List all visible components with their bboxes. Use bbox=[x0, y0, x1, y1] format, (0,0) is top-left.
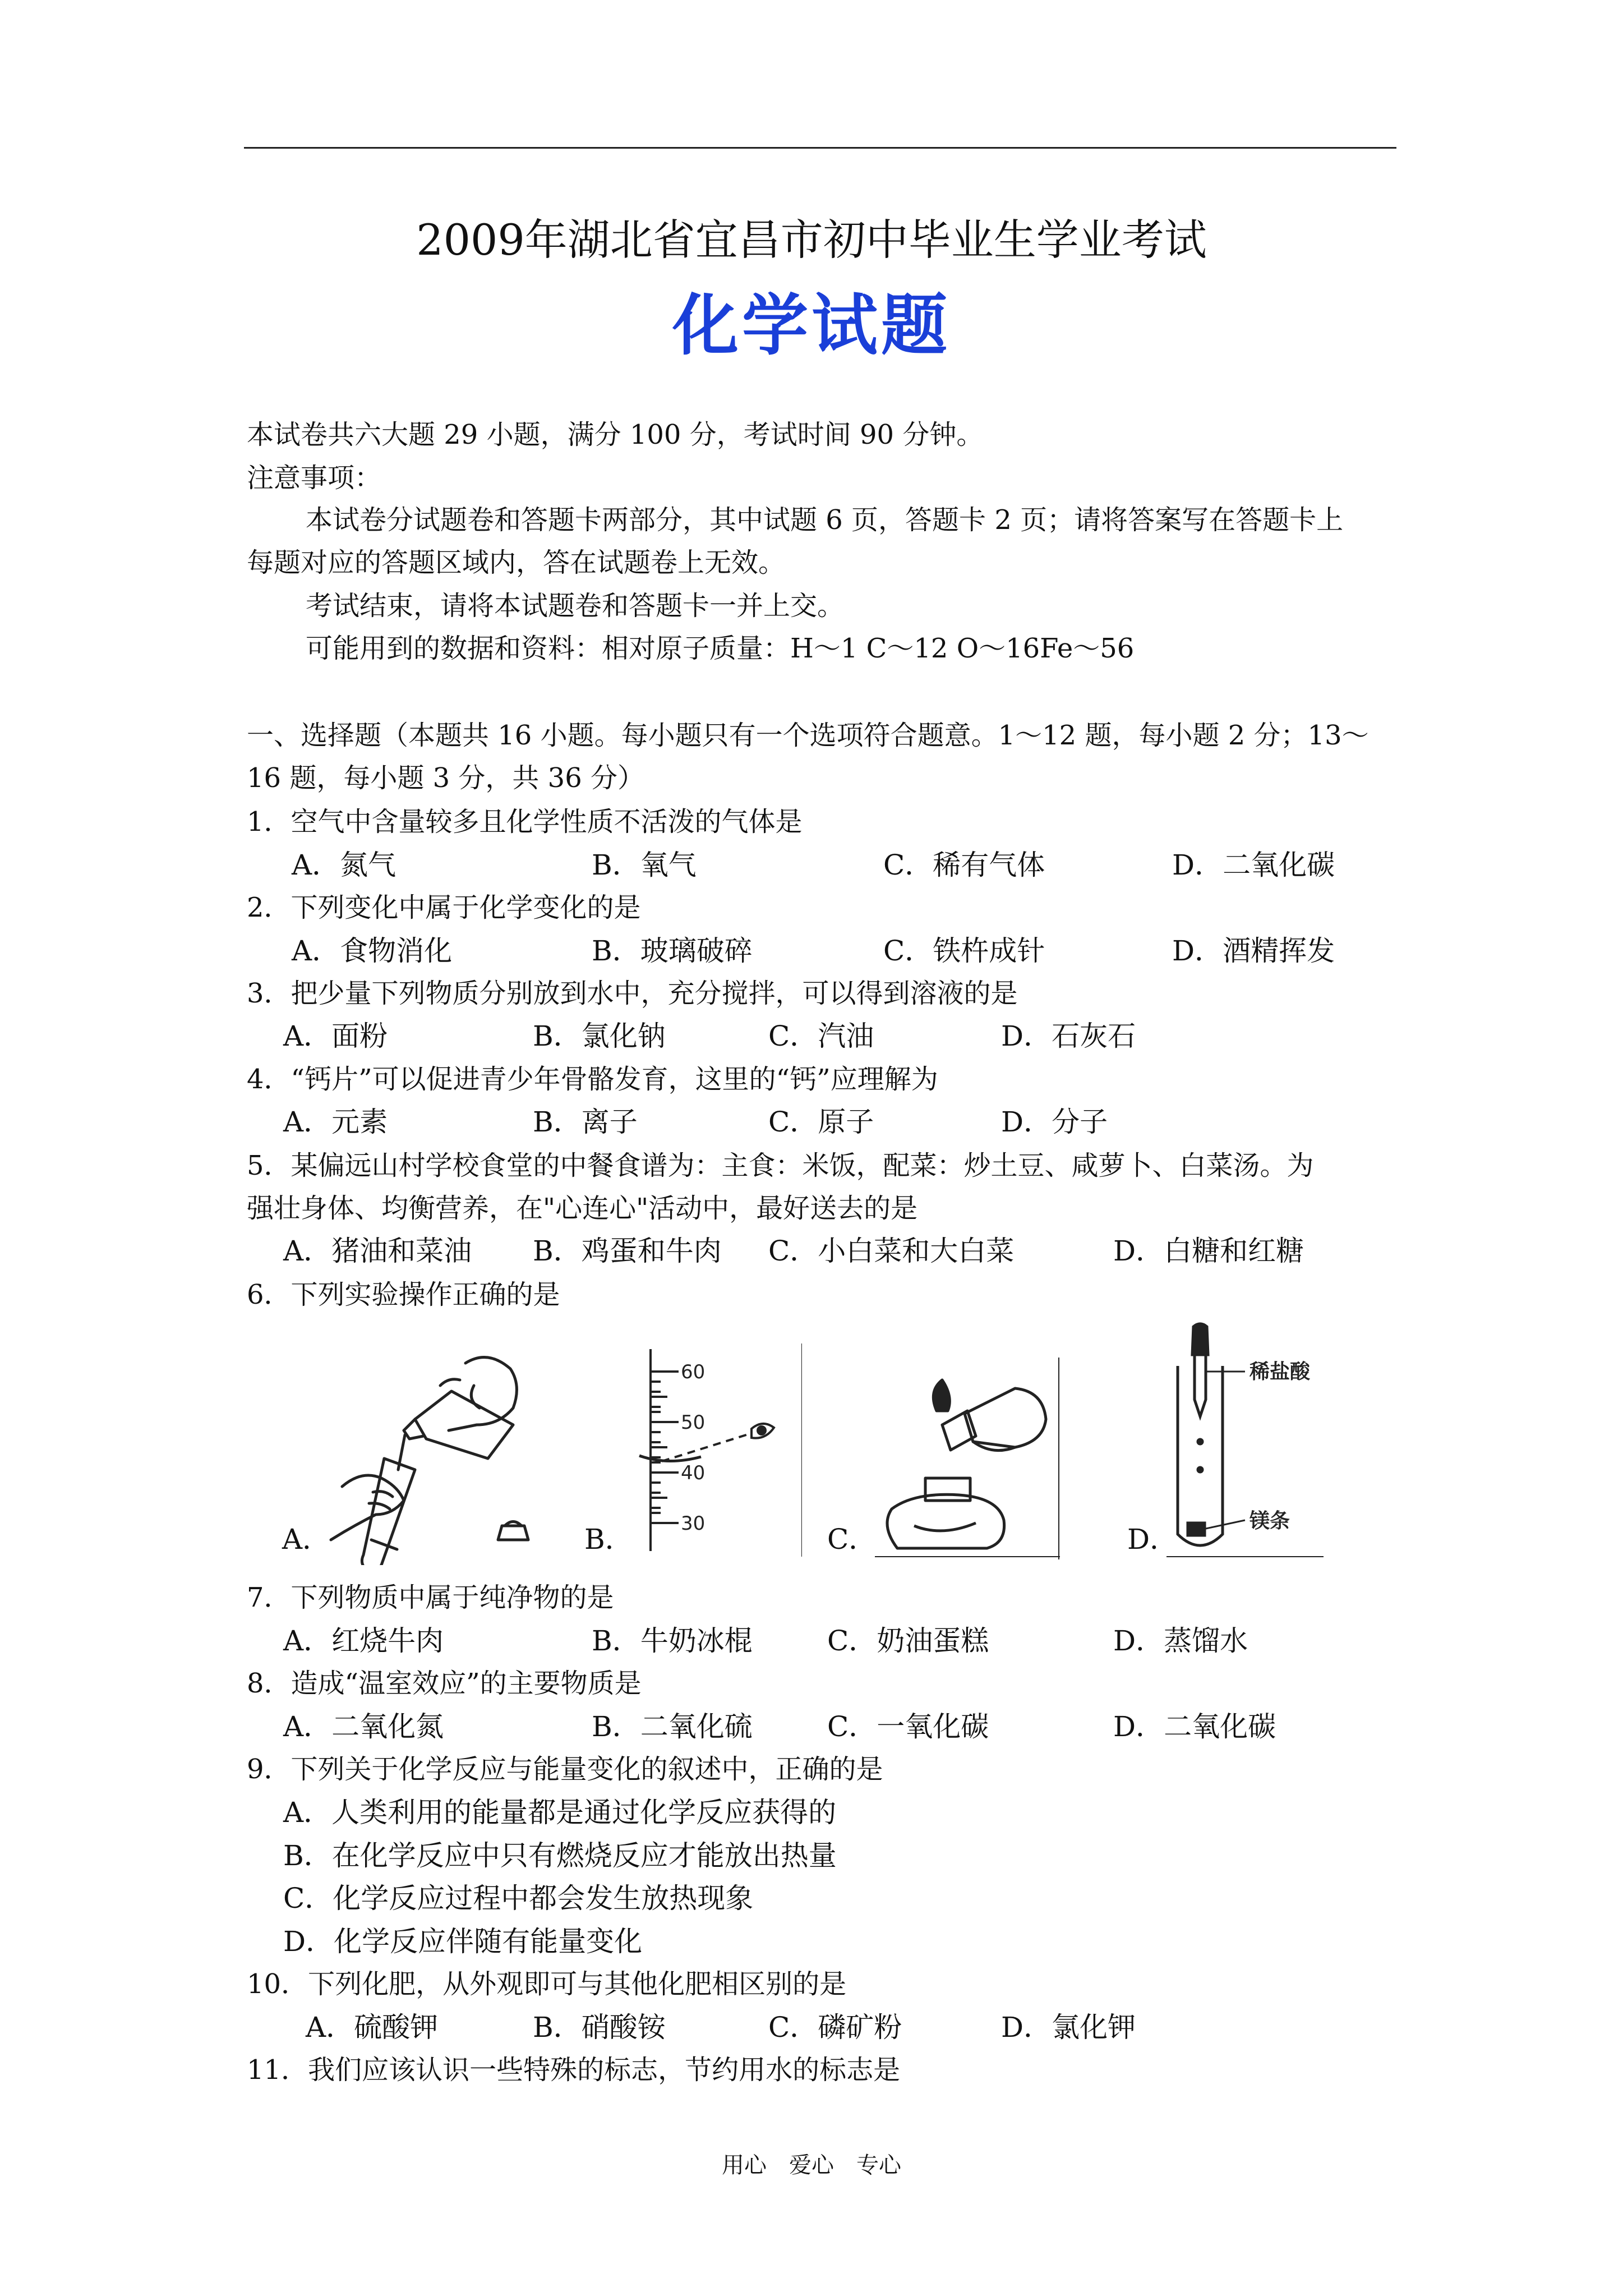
option: D．化学反应伴随有能量变化 bbox=[283, 1925, 643, 1958]
option: D．分子 bbox=[1001, 1106, 1108, 1138]
header-rule bbox=[244, 147, 1396, 149]
figure-label: B． bbox=[584, 1523, 633, 1556]
question-stem: 8．造成“温室效应”的主要物质是 bbox=[247, 1668, 642, 1699]
option: A．食物消化 bbox=[292, 935, 453, 967]
option: D．白糖和红糖 bbox=[1113, 1235, 1304, 1267]
alcohol-lamp-figure bbox=[875, 1358, 1060, 1559]
page-footer: 用心 爱心 专心 bbox=[722, 2152, 901, 2178]
option: A．元素 bbox=[283, 1106, 388, 1138]
option: C．一氧化碳 bbox=[827, 1710, 989, 1743]
option: A．二氧化氮 bbox=[283, 1710, 444, 1743]
question-stem: 11．我们应该认识一些特殊的标志，节约用水的标志是 bbox=[247, 2054, 901, 2086]
option: A．硫酸钾 bbox=[306, 2011, 439, 2044]
option: B．鸡蛋和牛肉 bbox=[533, 1235, 722, 1267]
option: A．氮气 bbox=[292, 849, 396, 881]
question-stem: 4．“钙片”可以促进青少年骨骼发育，这里的“钙”应理解为 bbox=[247, 1064, 938, 1095]
option: D．二氧化碳 bbox=[1113, 1710, 1276, 1743]
figure-label: D． bbox=[1127, 1523, 1178, 1556]
option: B．硝酸铵 bbox=[533, 2011, 666, 2044]
option: A．面粉 bbox=[283, 1020, 388, 1052]
option: C．稀有气体 bbox=[883, 849, 1045, 881]
option: A．红烧牛肉 bbox=[283, 1625, 444, 1657]
option: C．化学反应过程中都会发生放热现象 bbox=[283, 1882, 754, 1915]
cylinder-tick-label: 40 bbox=[681, 1462, 706, 1484]
option: D．二氧化碳 bbox=[1172, 849, 1335, 881]
option: B．氯化钠 bbox=[533, 1020, 666, 1052]
option: C．奶油蛋糕 bbox=[827, 1625, 989, 1657]
figure-label: C． bbox=[827, 1523, 877, 1556]
option: C．磷矿粉 bbox=[768, 2011, 902, 2044]
notice-item: 可能用到的数据和资料：相对原子质量：H～1 C～12 O～16Fe～56 bbox=[306, 633, 1135, 664]
option: A．猪油和菜油 bbox=[283, 1235, 472, 1267]
option: D．石灰石 bbox=[1001, 1020, 1136, 1052]
question-stem: 9．下列关于化学反应与能量变化的叙述中，正确的是 bbox=[247, 1754, 883, 1785]
notice-label: 注意事项： bbox=[247, 462, 382, 494]
option: A．人类利用的能量都是通过化学反应获得的 bbox=[283, 1796, 837, 1829]
question-stem: 5．某偏远山村学校食堂的中餐食谱为：主食：米饭，配菜：炒土豆、咸萝卜、白菜汤。为 bbox=[247, 1150, 1314, 1181]
option: B．离子 bbox=[533, 1106, 638, 1138]
cylinder-tick-label: 30 bbox=[681, 1512, 706, 1535]
question-stem-cont: 强壮身体、均衡营养，在"心连心"活动中，最好送去的是 bbox=[247, 1193, 918, 1224]
option: B．牛奶冰棍 bbox=[592, 1625, 753, 1657]
dropper-test-tube-figure bbox=[1166, 1321, 1324, 1562]
question-stem: 10．下列化肥，从外观即可与其他化肥相区别的是 bbox=[247, 1968, 847, 2000]
option: C．汽油 bbox=[768, 1020, 874, 1052]
option: C．铁杵成针 bbox=[883, 935, 1045, 967]
notice-item: 考试结束，请将本试题卷和答题卡一并上交。 bbox=[306, 590, 845, 622]
strip-label: 镁条 bbox=[1249, 1510, 1290, 1533]
dropper-label: 稀盐酸 bbox=[1249, 1360, 1311, 1383]
section-heading: 一、选择题（本题共 16 小题。每小题只有一个选项符合题意。1～12 题，每小题 2 分；13～ bbox=[247, 720, 1369, 751]
notice-item: 本试卷分试题卷和答题卡两部分，其中试题 6 页，答题卡 2 页；请将答案写在答题卡上 bbox=[306, 504, 1344, 536]
cylinder-tick-label: 60 bbox=[681, 1361, 706, 1383]
option: B．在化学反应中只有燃烧反应才能放出热量 bbox=[283, 1839, 837, 1872]
option: D．酒精挥发 bbox=[1172, 935, 1335, 967]
intro-line: 本试卷共六大题 29 小题，满分 100 分，考试时间 90 分钟。 bbox=[247, 419, 984, 450]
question-stem: 1．空气中含量较多且化学性质不活泼的气体是 bbox=[247, 806, 803, 838]
option: B．玻璃破碎 bbox=[592, 935, 753, 967]
question-stem: 3．把少量下列物质分别放到水中，充分搅拌，可以得到溶液的是 bbox=[247, 978, 1018, 1009]
option: D．氯化钾 bbox=[1001, 2011, 1136, 2044]
section-heading-cont: 16 题，每小题 3 分，共 36 分） bbox=[247, 762, 644, 794]
pouring-liquid-figure bbox=[320, 1346, 555, 1565]
option: C．原子 bbox=[768, 1106, 874, 1138]
option: B．二氧化硫 bbox=[592, 1710, 753, 1743]
question-stem: 6．下列实验操作正确的是 bbox=[247, 1279, 560, 1310]
figure-label: A． bbox=[282, 1523, 331, 1556]
graduated-cylinder-figure bbox=[634, 1343, 802, 1557]
option: B．氧气 bbox=[592, 849, 697, 881]
notice-item-cont: 每题对应的答题区域内，答在试题卷上无效。 bbox=[247, 547, 786, 578]
option: D．蒸馏水 bbox=[1113, 1625, 1248, 1657]
exam-title: 2009年湖北省宜昌市初中毕业生学业考试 bbox=[416, 215, 1207, 265]
option: C．小白菜和大白菜 bbox=[768, 1235, 1015, 1267]
exam-subtitle: 化学试题 bbox=[672, 286, 951, 364]
question-stem: 7．下列物质中属于纯净物的是 bbox=[247, 1582, 614, 1613]
question-stem: 2．下列变化中属于化学变化的是 bbox=[247, 892, 641, 923]
cylinder-tick-label: 50 bbox=[681, 1411, 706, 1434]
